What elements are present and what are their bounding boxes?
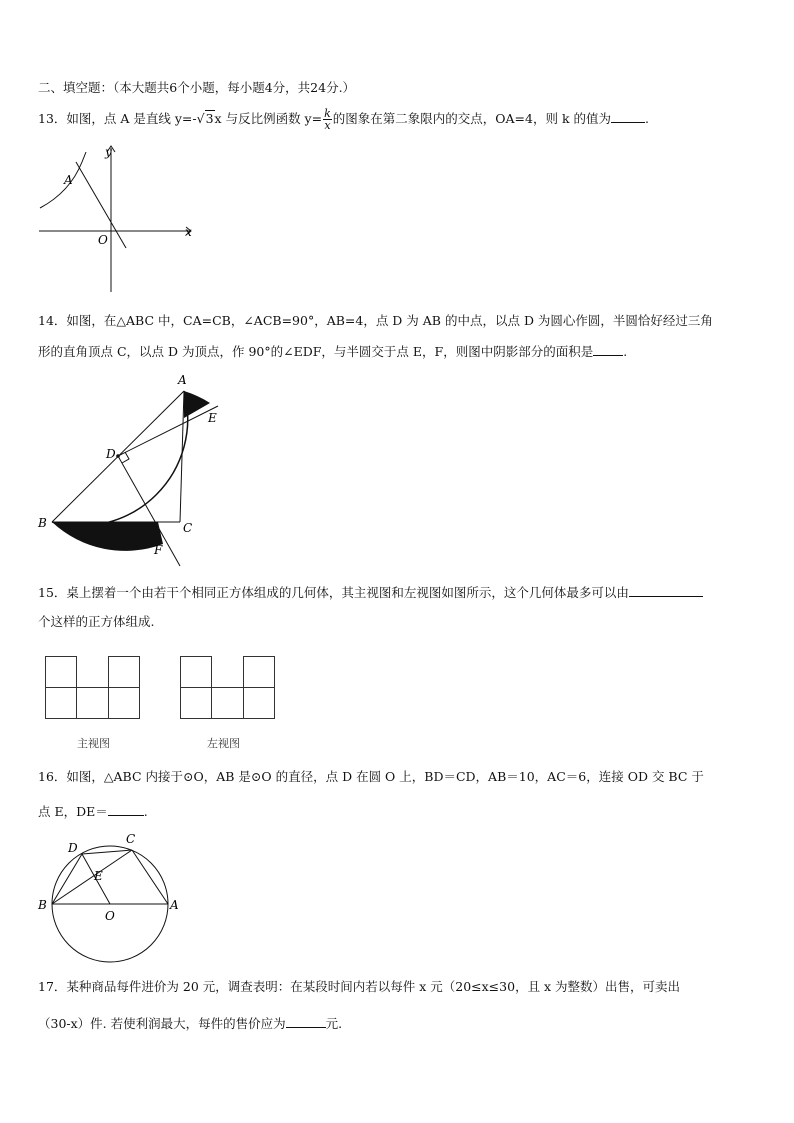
q13-text	[38, 108, 649, 131]
q16-chord-bc	[52, 850, 132, 904]
q16-chord-dc	[82, 850, 132, 854]
q16-chord-ca	[132, 850, 168, 904]
q15-front-square	[109, 657, 140, 688]
q15-front-square	[109, 688, 140, 719]
q15-front-view	[45, 656, 145, 722]
section-heading: 二、填空题：（本大题共6个小题，每小题4分，共24分.）	[38, 80, 356, 95]
q16-label-d: D	[68, 841, 78, 855]
q17-line2	[38, 1013, 342, 1033]
q14-shaded-top	[184, 391, 210, 418]
q14-label-a: A	[178, 373, 187, 387]
q13-fraction	[323, 108, 332, 131]
q13-sqrt: √3	[196, 111, 214, 126]
q14-line2	[38, 341, 627, 361]
q13-label-y: y	[105, 145, 112, 159]
q13-label-x: x	[185, 225, 192, 239]
q14-point-d	[116, 454, 120, 458]
q15-front-square	[46, 657, 77, 688]
q13-label-a: A	[64, 173, 73, 187]
q15-line2: 个这样的正方体组成.	[38, 614, 155, 629]
q14-line2-text: 形的直角顶点 C，以点 D 为顶点，作 90°的∠EDF，与半圆交于点 E，F，则图中阴影部分的面积是	[38, 344, 594, 359]
q15-front-square	[46, 688, 77, 719]
q13-label-o: O	[98, 233, 108, 247]
q15-left-square	[244, 688, 275, 719]
q16-line2	[38, 801, 148, 821]
q16-label-a: A	[170, 898, 179, 912]
q16-end: .	[143, 804, 148, 819]
q15-left-square	[181, 657, 212, 688]
q16-label-e: E	[94, 869, 103, 883]
q16-line2-text: 点 E，DE＝	[38, 804, 108, 819]
q14-answer-blank[interactable]	[593, 341, 623, 356]
q13-text-c: 的图象在第二象限内的交点，OA=4，则 k 的值为	[332, 111, 611, 126]
q13-frac-num: k	[324, 107, 331, 120]
q15-answer-blank[interactable]	[629, 582, 703, 597]
q17-line2-text: （30-x）件. 若使利润最大，每件的售价应为	[38, 1016, 286, 1031]
q13-sqrt-radicand: 3	[205, 111, 214, 126]
q17-answer-blank[interactable]	[286, 1013, 326, 1028]
q14-figure	[30, 370, 260, 570]
q14-label-e: E	[208, 411, 217, 425]
q16-label-c: C	[126, 832, 136, 846]
q17-end: 元.	[325, 1016, 343, 1031]
q16-figure	[30, 830, 230, 980]
q16-line1: 16．如图，△ABC 内接于⊙O，AB 是⊙O 的直径，点 D 在圆 O 上，BD＝CD，AB＝10，AC＝6，连接 OD 交 BC 于	[38, 769, 704, 784]
q14-shaded-bottom	[52, 522, 163, 551]
q13-end: .	[645, 111, 649, 126]
q13-figure	[30, 140, 230, 300]
q13-text-b: x 与反比例函数 y=	[214, 111, 323, 126]
q15-left-square	[212, 688, 244, 719]
q15-left-square	[181, 688, 212, 719]
q16-label-o: O	[105, 909, 115, 923]
q15-left-square	[244, 657, 275, 688]
q15-front-square	[77, 688, 109, 719]
q13-text-a: 13．如图，点 A 是直线 y=-	[38, 111, 197, 126]
q17-line1: 17．某种商品每件进价为 20 元，调查表明：在某段时间内若以每件 x 元（20≤x≤30，且 x 为整数）出售，可卖出	[38, 979, 681, 994]
q13-frac-den: x	[324, 119, 331, 132]
q16-label-b: B	[38, 898, 47, 912]
q14-label-c: C	[183, 521, 193, 535]
q16-answer-blank[interactable]	[108, 801, 144, 816]
q15-caption-front: 主视图	[77, 737, 110, 750]
q15-line1	[38, 582, 703, 602]
q14-label-d: D	[106, 447, 116, 461]
q14-label-f: F	[154, 543, 163, 557]
q13-hyperbola	[40, 152, 86, 208]
q14-label-b: B	[38, 516, 47, 530]
q15-line1-text: 15．桌上摆着一个由若干个相同正方体组成的几何体，其主视图和左视图如图所示，这个几何体最多可以由	[38, 585, 629, 600]
q14-line1: 14．如图，在△ABC 中，CA=CB，∠ACB=90°，AB=4，点 D 为 AB 的中点，以点 D 为圆心作圆，半圆恰好经过三角	[38, 313, 713, 328]
q15-caption-left: 左视图	[207, 737, 240, 750]
q14-ray-de	[118, 406, 218, 456]
q16-chord-bd	[52, 854, 82, 904]
q15-left-view	[180, 656, 280, 722]
q14-end: .	[623, 344, 628, 359]
q13-answer-blank[interactable]	[611, 108, 645, 123]
